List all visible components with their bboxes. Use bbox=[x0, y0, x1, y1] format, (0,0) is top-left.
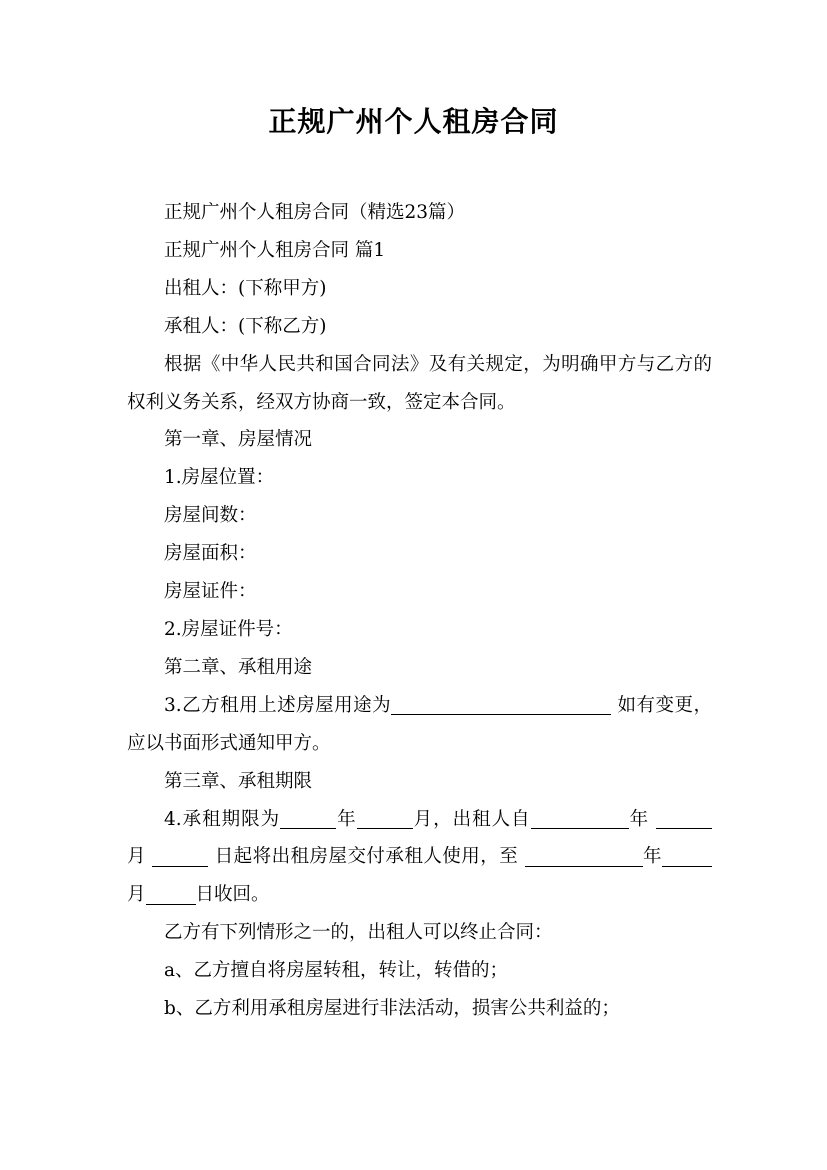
text-run: 年 bbox=[628, 808, 650, 830]
paragraph: 乙方有下列情形之一的，出租人可以终止合同： bbox=[164, 922, 553, 944]
paragraph bbox=[127, 801, 712, 915]
text-run: 月 bbox=[127, 884, 146, 906]
blank-line bbox=[531, 809, 629, 829]
text-run: 年 bbox=[336, 808, 357, 830]
text-run: 月 bbox=[127, 846, 146, 868]
paragraph: 根据《中华人民共和国合同法》及有关规定，为明确甲方与乙方的权利义务关系，经双方协商一致，签定本合同。 bbox=[127, 353, 712, 413]
blank-line bbox=[146, 885, 196, 905]
text-run: 年 bbox=[642, 846, 662, 868]
blank-line bbox=[662, 847, 712, 867]
paragraph: 2.房屋证件号： bbox=[164, 618, 293, 640]
text-run: 日收回。 bbox=[195, 884, 270, 906]
blank-line bbox=[280, 809, 336, 829]
blank-line bbox=[391, 695, 611, 715]
paragraph: 承租人：(下称乙方) bbox=[164, 315, 327, 337]
paragraph: b、乙方利用承租房屋进行非法活动，损害公共利益的； bbox=[164, 998, 620, 1020]
paragraph: 正规广州个人租房合同 篇1 bbox=[164, 239, 386, 261]
paragraph: 房屋间数： bbox=[164, 505, 257, 527]
paragraph: 房屋面积： bbox=[164, 543, 257, 565]
text-run: 日起将出租房屋交付承租人使用，至 bbox=[214, 846, 519, 868]
text-run: 如有变更，应以书面形式通知甲方。 bbox=[127, 694, 712, 754]
paragraph: 出租人：(下称甲方) bbox=[164, 277, 327, 299]
blank-line bbox=[656, 809, 712, 829]
text-run: 4.承租期限为 bbox=[164, 808, 281, 830]
paragraph: 房屋证件： bbox=[164, 581, 257, 603]
document-body bbox=[127, 194, 712, 1028]
section-heading: 第三章、承租期限 bbox=[164, 770, 313, 792]
blank-line bbox=[525, 847, 643, 867]
paragraph: a、乙方擅自将房屋转租，转让，转借的； bbox=[164, 960, 509, 982]
paragraph bbox=[127, 687, 712, 763]
text-run: 月，出租人自 bbox=[412, 808, 531, 830]
blank-line bbox=[357, 809, 413, 829]
blank-line bbox=[152, 847, 208, 867]
section-heading: 第二章、承租用途 bbox=[164, 656, 313, 678]
text-run: 3.乙方租用上述房屋用途为 bbox=[164, 694, 392, 716]
section-heading: 第一章、房屋情况 bbox=[164, 429, 313, 451]
document-title: 正规广州个人租房合同 bbox=[268, 105, 559, 138]
paragraph: 正规广州个人租房合同（精选23篇） bbox=[164, 202, 466, 223]
paragraph: 1.房屋位置： bbox=[164, 467, 275, 489]
